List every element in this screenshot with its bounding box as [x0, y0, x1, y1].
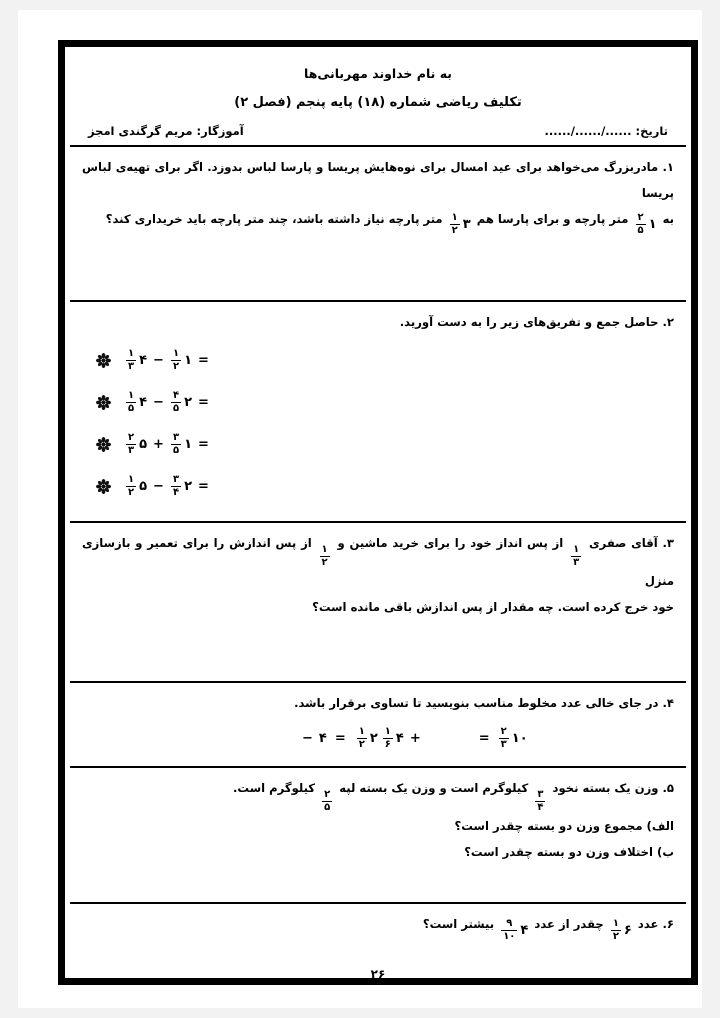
- denominator: ۵: [172, 445, 180, 456]
- q2-prompt: ۲. حاصل جمع و تفریق‌های زیر را به دست آورید.: [399, 315, 674, 330]
- denominator: ۱۰: [503, 930, 516, 942]
- q3-line-1: [82, 530, 674, 594]
- denominator: ۴: [172, 487, 180, 498]
- q6-mixed-a: [610, 916, 632, 945]
- q2-expression-3: [123, 433, 209, 456]
- page-title: تکلیف ریاضی شماره (۱۸) پایه پنجم (فصل ۲): [234, 95, 522, 110]
- question-1: [70, 147, 686, 301]
- operator: −: [153, 479, 164, 494]
- q1-mixed-a-fraction: [636, 213, 646, 236]
- denominator: ۶: [384, 739, 391, 751]
- operand-right: [170, 349, 192, 372]
- numerator: ۲: [500, 726, 507, 738]
- numerator: ۲: [637, 212, 644, 224]
- q1-seg-b: متر پارچه و برای پارسا هم: [476, 211, 629, 226]
- denominator: ۲: [128, 487, 135, 498]
- operator: −: [302, 731, 313, 747]
- q1-line-2: [82, 206, 674, 239]
- fraction: [320, 545, 330, 568]
- numerator: ۳: [172, 432, 180, 443]
- worksheet-header: [70, 52, 686, 145]
- operator: −: [153, 395, 164, 410]
- q1-mixed-a-whole: ۱: [648, 217, 657, 233]
- q1-line-1: ۱. مادربزرگ می‌خواهد برای عید امسال برای نوه‌هایش پریسا و پارسا لباس بدوزد. اگر برای تهیه‌ی لباس پریسا: [82, 159, 674, 200]
- flower-bullet-icon: [96, 437, 111, 452]
- numerator: ۱: [128, 474, 135, 485]
- flower-bullet-icon: [96, 353, 111, 368]
- numerator: ۱: [321, 543, 328, 555]
- denominator: ۲: [612, 930, 619, 942]
- numerator: ۱: [128, 390, 135, 401]
- operand: [382, 727, 404, 750]
- question-5: [70, 768, 686, 902]
- q2-item-2: [82, 382, 674, 424]
- numerator: ۱: [451, 212, 458, 224]
- operator: +: [409, 731, 421, 747]
- equals-sign: =: [198, 395, 209, 410]
- worksheet-sheet: [70, 52, 686, 981]
- whole: ۲: [369, 731, 378, 747]
- equals-sign: =: [198, 353, 209, 368]
- denominator: ۲: [451, 225, 458, 237]
- page-number: ۲۶: [370, 966, 386, 981]
- denominator: ۵: [172, 403, 180, 414]
- q2-item-3: [82, 424, 674, 466]
- fraction: [171, 391, 181, 414]
- whole: ۴: [139, 353, 148, 368]
- fraction: [611, 919, 621, 942]
- fraction: [499, 727, 509, 750]
- operator: −: [153, 353, 164, 368]
- whole: ۴: [520, 922, 529, 938]
- q4-prompt: ۴. در جای خالی عدد مخلوط مناسب بنویسید تا تساوی برقرار باشد.: [294, 695, 674, 710]
- whole: ۱: [184, 437, 192, 452]
- denominator: ۳: [500, 739, 507, 751]
- equals-sign: =: [198, 437, 209, 452]
- numerator: ۲: [324, 789, 331, 801]
- denominator: ۳: [128, 361, 135, 372]
- fraction: [171, 433, 181, 456]
- q1-seg-a: به: [662, 211, 674, 226]
- flower-bullet-icon: [96, 395, 111, 410]
- q6-mixed-b: [500, 916, 528, 945]
- page-canvas: [18, 10, 702, 1008]
- q1-mixed-b-whole: ۳: [462, 217, 471, 233]
- question-6: [70, 904, 686, 987]
- operand-left: [125, 433, 147, 456]
- date-label: تاریخ: ....../....../......: [544, 123, 668, 138]
- operand-right: [170, 475, 192, 498]
- q6-seg-c: بیشتر است؟: [422, 917, 495, 932]
- denominator: ۲: [172, 361, 180, 372]
- operand-right: [170, 391, 192, 414]
- q3-seg-a: ۳. آقای صفری: [588, 535, 674, 550]
- q3-fraction-a: [570, 545, 582, 568]
- result: [498, 727, 528, 750]
- fraction: [126, 391, 136, 414]
- whole: ۵: [139, 437, 148, 452]
- denominator: ۳: [128, 445, 135, 456]
- q3-seg-c: از پس اندازش را برای تعمیر و بازسازی منزل: [82, 535, 674, 588]
- q6-seg-a: ۶. عدد: [637, 917, 674, 932]
- fraction: [535, 790, 545, 813]
- q1-answer-space[interactable]: [82, 239, 674, 293]
- q5-fraction-b: [321, 790, 333, 813]
- q1-mixed-a: [635, 210, 657, 239]
- whole: ۶: [623, 922, 632, 938]
- meta-row: [84, 124, 672, 141]
- q5-seg-a: ۵. وزن یک بسته نخود: [552, 780, 674, 795]
- denominator: ۵: [324, 802, 331, 814]
- q2-item-4: [82, 466, 674, 508]
- q2-expression-4: [123, 475, 209, 498]
- numerator: ۱: [172, 348, 180, 359]
- q1-seg-c: متر پارچه نیاز داشته باشد، چند متر پارچه باید خریداری کند؟: [105, 211, 443, 226]
- fraction: [126, 433, 136, 456]
- fraction: [126, 349, 136, 372]
- fraction: [171, 475, 181, 498]
- teacher-label: آموزگار: مریم گرگندی امجز: [88, 123, 244, 138]
- numerator: ۱: [358, 726, 365, 738]
- question-2: [70, 302, 686, 520]
- denominator: ۳: [573, 556, 580, 568]
- q6-line-1: [82, 911, 674, 944]
- q4-blank-right[interactable]: [250, 731, 298, 747]
- question-3: [70, 523, 686, 681]
- whole: ۱: [184, 353, 192, 368]
- operand-right: [170, 433, 192, 456]
- numerator: ۴: [172, 390, 180, 401]
- fraction: [501, 919, 517, 942]
- whole: ۴: [395, 731, 404, 747]
- flower-bullet-icon: [96, 479, 111, 494]
- q5-line-1: [82, 775, 674, 813]
- q4-equation-strip: [82, 716, 674, 764]
- q3-line-2: خود خرج کرده است. چه مقدار از پس اندازش باقی مانده است؟: [312, 599, 674, 614]
- basmala-line: به نام خداوند مهربانی‌ها: [304, 66, 452, 81]
- q3-answer-space[interactable]: [82, 620, 674, 674]
- equals-sign: =: [198, 479, 209, 494]
- numerator: ۱: [128, 348, 135, 359]
- whole: ۱۰: [511, 731, 528, 747]
- fraction: [357, 727, 367, 750]
- q3-fraction-b: [319, 545, 331, 568]
- q5-part-a: الف) مجموع وزن دو بسته چقدر است؟: [454, 819, 674, 834]
- numerator: ۱: [573, 543, 580, 555]
- numerator: ۳: [537, 789, 544, 801]
- equals-sign: =: [334, 731, 346, 747]
- q6-seg-b: چقدر از عدد: [534, 917, 604, 932]
- whole: ۵: [139, 479, 148, 494]
- question-4: [70, 683, 686, 766]
- q1-mixed-b-fraction: [450, 213, 460, 236]
- q5-seg-c: کیلوگرم است.: [233, 780, 316, 795]
- q4-equation-right: [250, 727, 380, 750]
- q2-item-1: [82, 340, 674, 382]
- whole: ۲: [184, 395, 192, 410]
- operand-left: [125, 349, 147, 372]
- denominator: ۲: [358, 739, 365, 751]
- q4-blank-left[interactable]: [425, 731, 473, 747]
- whole: ۴: [139, 395, 148, 410]
- q1-mixed-b: [449, 210, 471, 239]
- numerator: ۹: [506, 917, 513, 929]
- result: [356, 727, 378, 750]
- operator: +: [153, 437, 164, 452]
- operand-left: [125, 391, 147, 414]
- fraction: [171, 349, 181, 372]
- q3-seg-b: از پس انداز خود را برای خرید ماشین و: [337, 535, 564, 550]
- q5-part-b: ب) اختلاف وزن دو بسته چقدر است؟: [464, 845, 674, 860]
- q5-seg-b: کیلوگرم است و وزن یک بسته لپه: [339, 780, 529, 795]
- fraction: [383, 727, 393, 750]
- denominator: ۲: [321, 556, 328, 568]
- numerator: ۳: [172, 474, 180, 485]
- q2-expression-2: [123, 391, 209, 414]
- fraction: [571, 545, 581, 568]
- numerator: ۱: [384, 726, 391, 738]
- equals-sign: =: [478, 731, 490, 747]
- q5-fraction-a: [534, 790, 546, 813]
- numerator: ۲: [128, 432, 135, 443]
- denominator: ۴: [537, 802, 544, 814]
- denominator: ۵: [637, 225, 644, 237]
- whole: ۲: [184, 479, 192, 494]
- operand: ۴: [318, 731, 327, 747]
- q2-expression-list: [82, 336, 674, 514]
- q5-answer-space[interactable]: [82, 865, 674, 895]
- q4-equation-left: [380, 727, 530, 750]
- fraction: [322, 790, 332, 813]
- denominator: ۵: [128, 403, 135, 414]
- numerator: ۱: [612, 917, 619, 929]
- q2-expression-1: [123, 349, 209, 372]
- operand-left: [125, 475, 147, 498]
- fraction: [126, 475, 136, 498]
